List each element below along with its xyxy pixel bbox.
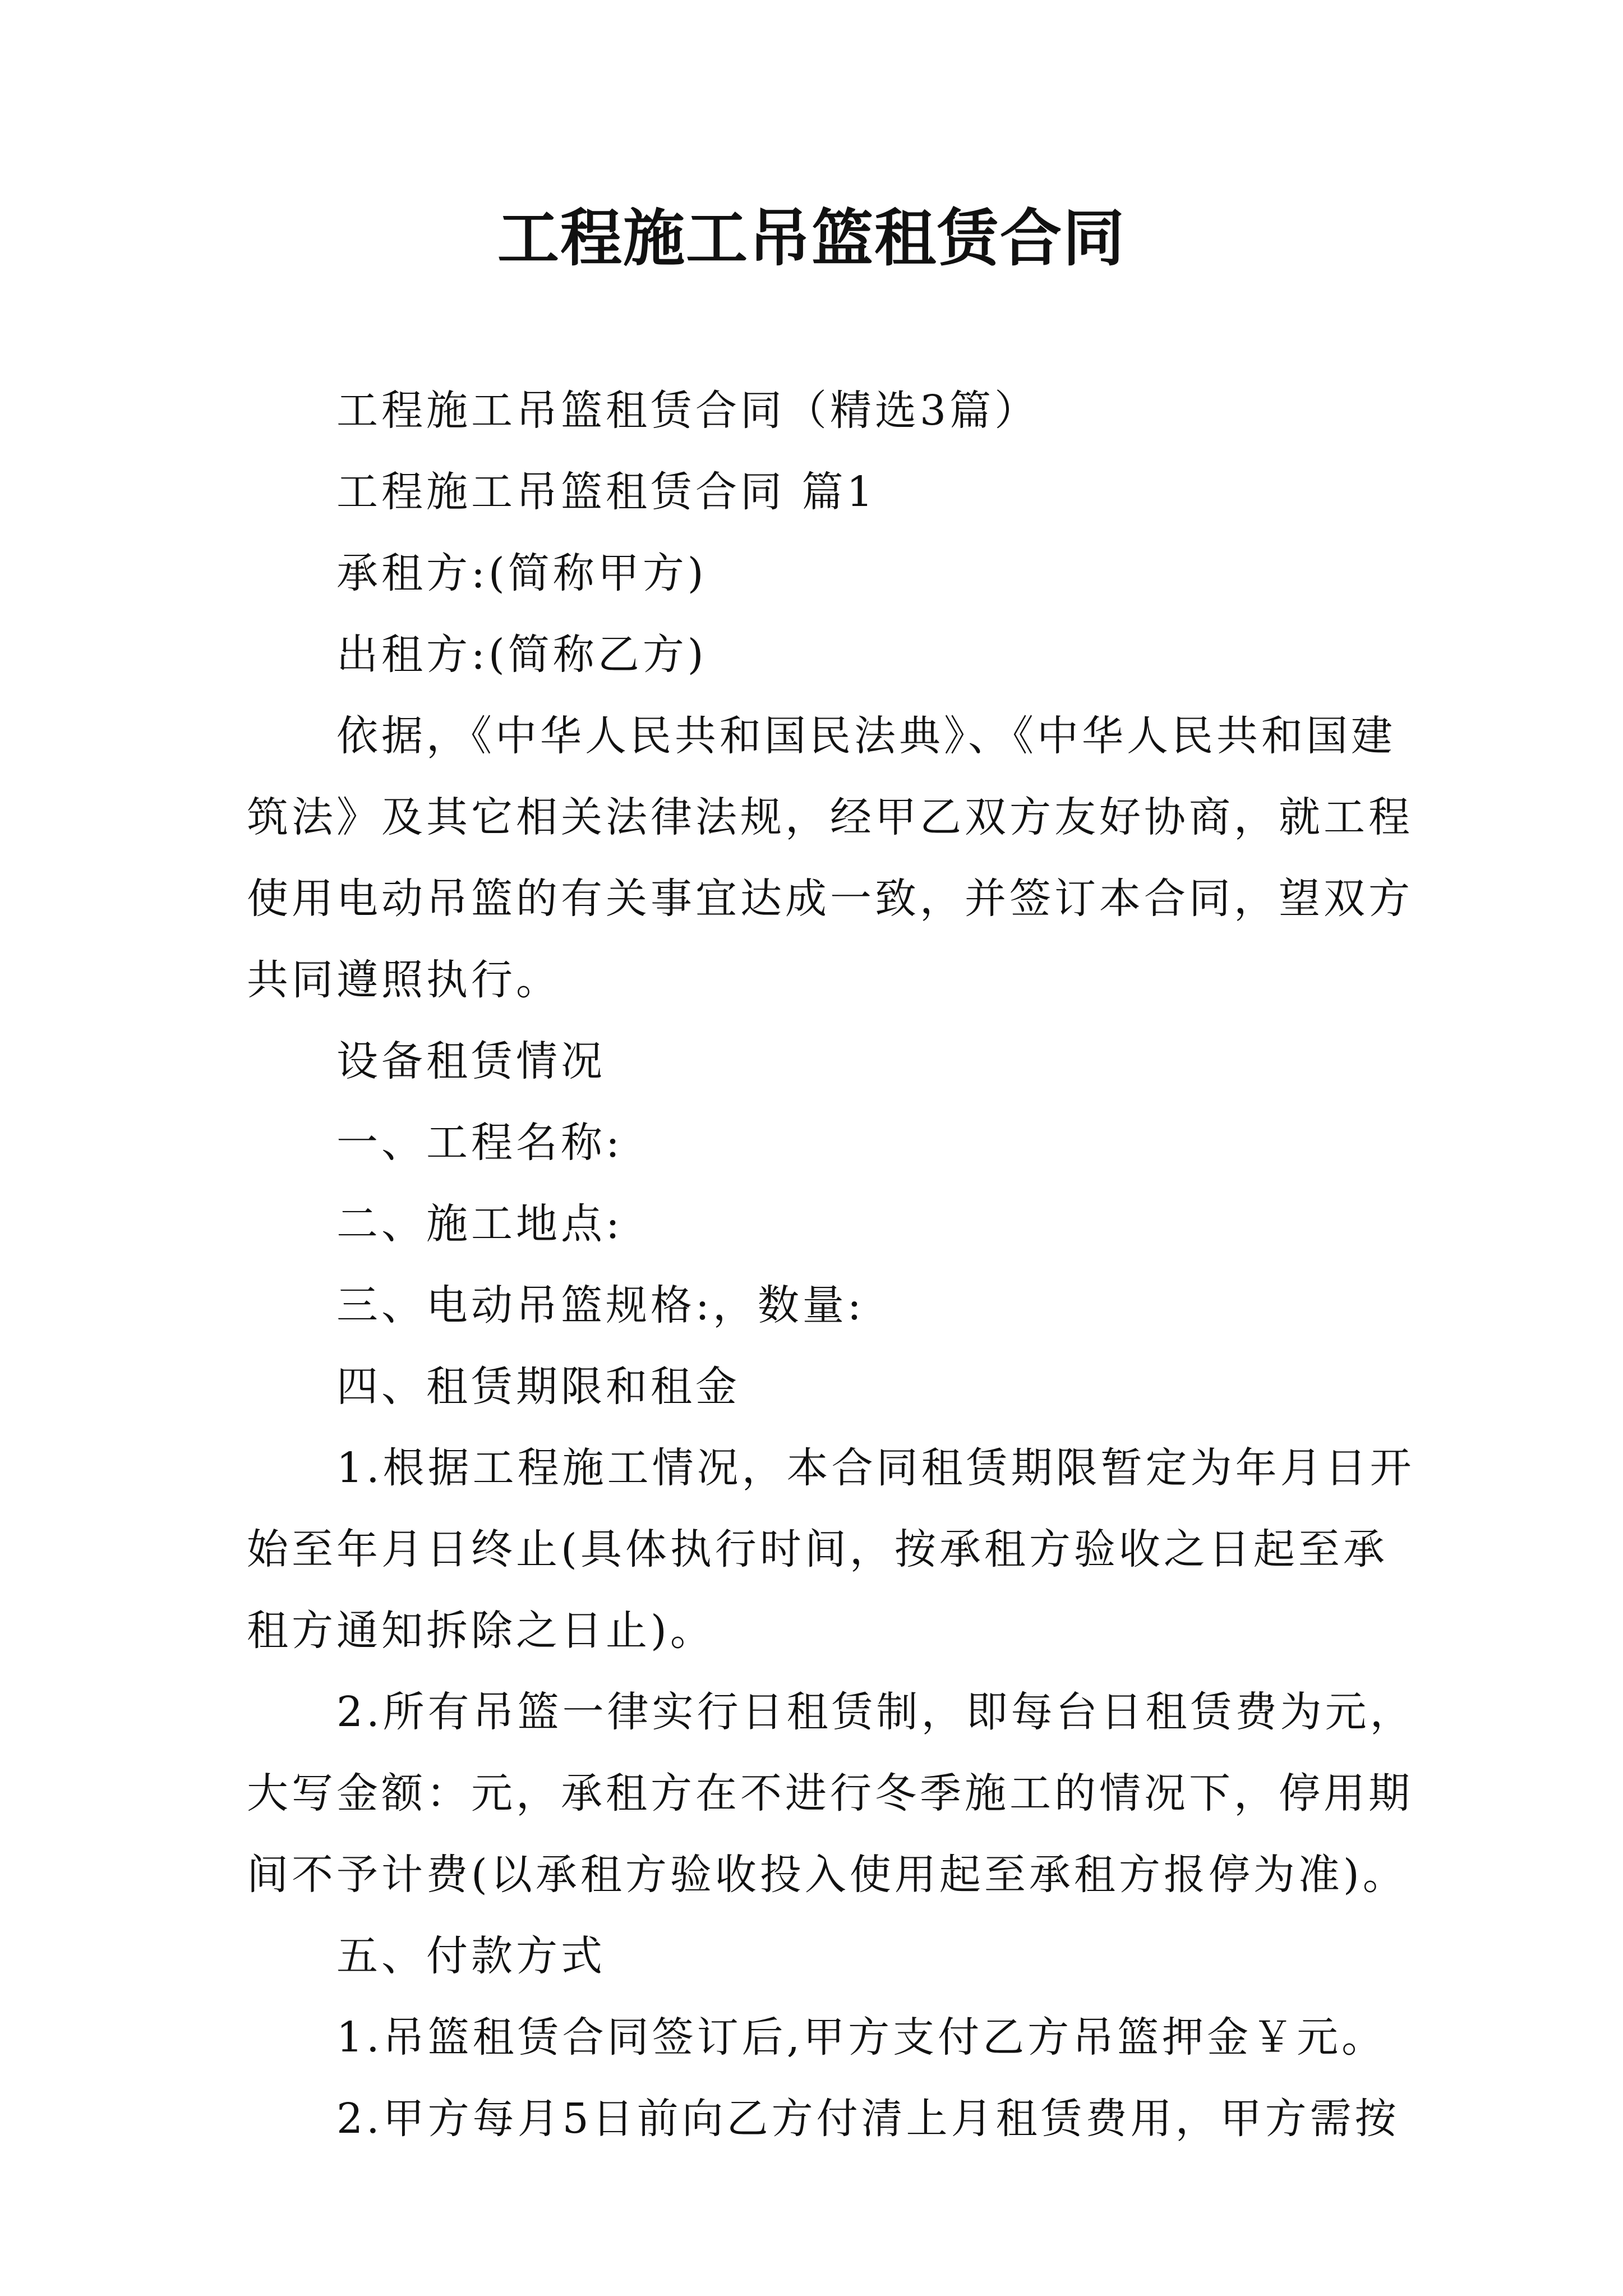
- text-line: 1.吊篮租赁合同签订后,甲方支付乙方吊篮押金￥元。: [336, 2013, 1387, 2062]
- text-line: 使用电动吊篮的有关事宜达成一致，并签订本合同，望双方: [247, 875, 1413, 923]
- document-body: [247, 370, 1415, 2160]
- text-line: 共同遵照执行。: [247, 956, 561, 1004]
- text-line: 间不予计费(以承租方验收投入使用起至承租方报停为准)。: [247, 1851, 1408, 1899]
- document-title: 工程施工吊篮租赁合同: [497, 202, 1126, 274]
- text-line: 1.根据工程施工情况，本合同租赁期限暂定为年月日开: [336, 1444, 1415, 1492]
- text-line: 承租方:(简称甲方): [336, 549, 707, 597]
- text-line: 二、施工地点:: [336, 1200, 623, 1248]
- text-line: 依据，《中华人民共和国民法典》、《中华人民共和国建: [336, 712, 1396, 760]
- text-line: 工程施工吊篮租赁合同 篇1: [336, 468, 877, 516]
- text-line: 四、租赁期限和租金: [336, 1363, 740, 1411]
- text-line: 2.所有吊篮一律实行日租赁制，即每台日租赁费为元，: [336, 1688, 1415, 1736]
- text-line: 五、付款方式: [336, 1932, 606, 1980]
- text-line: 2.甲方每月5日前向乙方付清上月租赁费用，甲方需按: [336, 2095, 1400, 2143]
- text-line: 设备租赁情况: [336, 1037, 606, 1085]
- text-line: 大写金额：元，承租方在不进行冬季施工的情况下，停用期: [247, 1769, 1413, 1818]
- text-line: 筑法》及其它相关法律法规，经甲乙双方友好协商，就工程: [247, 793, 1413, 841]
- text-line: 始至年月日终止(具体执行时间，按承租方验收之日起至承: [247, 1525, 1388, 1573]
- text-line: 工程施工吊篮租赁合同（精选3篇）: [336, 386, 1040, 435]
- text-line: 一、工程名称:: [336, 1119, 623, 1167]
- text-line: 出租方:(简称乙方): [336, 631, 707, 679]
- text-line: 三、电动吊篮规格:，数量:: [336, 1281, 865, 1329]
- text-line: 租方通知拆除之日止)。: [247, 1607, 715, 1655]
